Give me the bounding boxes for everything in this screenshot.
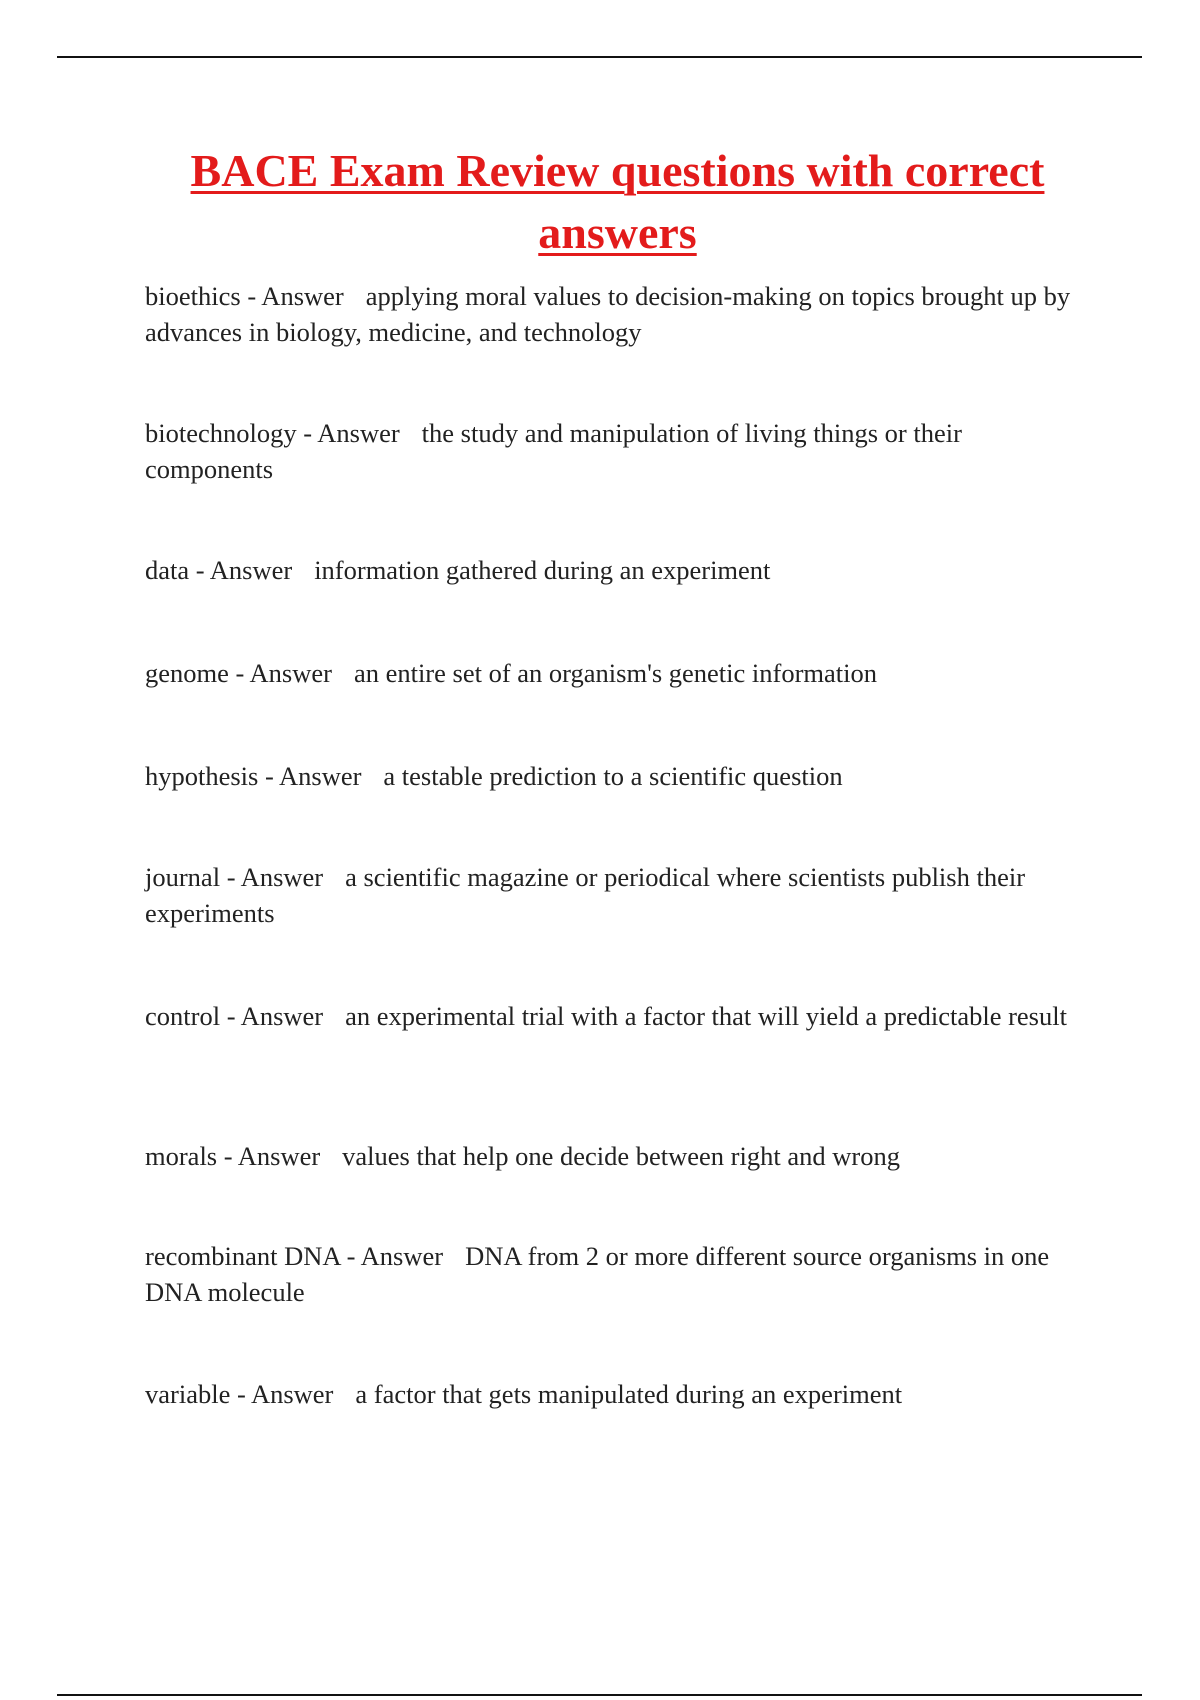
- term: control: [145, 1001, 221, 1031]
- answer-text: DNA from 2 or more different source organisms in one DNA molecule: [145, 1241, 1050, 1307]
- answer-separator: - Answer: [240, 281, 344, 311]
- answer-separator: - Answer: [220, 1001, 324, 1031]
- answer-separator: - Answer: [230, 1379, 334, 1409]
- term: journal: [145, 862, 221, 892]
- answer-separator: - Answer: [220, 862, 324, 892]
- answer-text: the study and manipulation of living things or their components: [145, 418, 962, 484]
- qa-item-bioethics: [145, 278, 1095, 350]
- answer-separator: - Answer: [228, 658, 332, 688]
- answer-text: an entire set of an organism's genetic information: [353, 658, 878, 688]
- qa-item-control: [145, 998, 1095, 1034]
- qa-item-biotechnology: [145, 415, 1095, 487]
- qa-item-data: [145, 552, 1095, 588]
- answer-text: a factor that gets manipulated during an experiment: [355, 1379, 903, 1409]
- term: bioethics: [145, 281, 241, 311]
- answer-text: an experimental trial with a factor that will yield a predictable result: [345, 1001, 1067, 1031]
- document-title: BACE Exam Review questions with correct answers: [190, 145, 1045, 258]
- answer-text: information gathered during an experiment: [314, 555, 771, 585]
- qa-item-journal: [145, 859, 1095, 931]
- answer-separator: - Answer: [217, 1141, 321, 1171]
- answer-separator: - Answer: [258, 761, 362, 791]
- answer-text: a testable prediction to a scientific question: [383, 761, 843, 791]
- term: genome: [145, 658, 229, 688]
- answer-separator: - Answer: [189, 555, 293, 585]
- bottom-divider: [57, 1694, 1142, 1696]
- term: morals: [145, 1141, 218, 1171]
- term: recombinant DNA: [145, 1241, 341, 1271]
- answer-separator: - Answer: [340, 1241, 444, 1271]
- term: variable: [145, 1379, 231, 1409]
- answer-separator: - Answer: [296, 418, 400, 448]
- qa-item-morals: [145, 1138, 1095, 1174]
- qa-item-recombinant-dna: [145, 1238, 1095, 1310]
- term: hypothesis: [145, 761, 259, 791]
- term: data: [145, 555, 190, 585]
- answer-text: values that help one decide between right and wrong: [342, 1141, 900, 1171]
- qa-item-variable: [145, 1376, 1095, 1412]
- answer-text: applying moral values to decision-making on topics brought up by advances in biology, medicine, and technology: [145, 281, 1071, 347]
- qa-item-genome: [145, 655, 1095, 691]
- qa-item-hypothesis: [145, 758, 1095, 794]
- term: biotechnology: [145, 418, 297, 448]
- answer-text: a scientific magazine or periodical where scientists publish their experiments: [145, 862, 1026, 928]
- top-divider: [57, 56, 1142, 58]
